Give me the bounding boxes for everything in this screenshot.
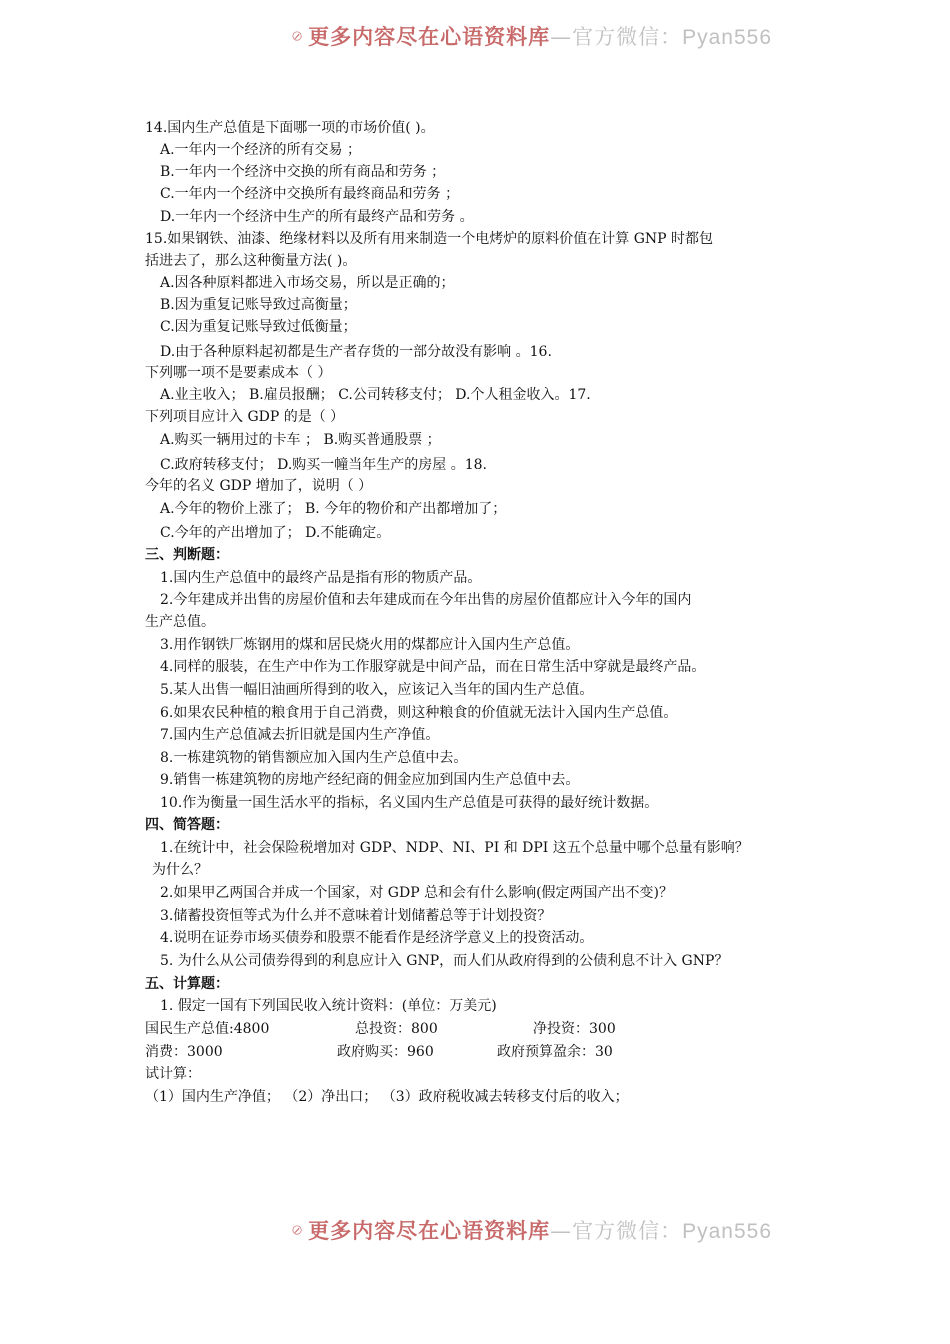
watermark-text: 更多内容尽在心语资料库—官方微信：Pyan556	[308, 25, 772, 49]
question-15: 15.如果钢铁、油漆、绝缘材料以及所有用来制造一个电烤炉的原料价值在计算 GNP 时都包	[145, 231, 714, 247]
data-government-purchase: 政府购买：960	[337, 1044, 434, 1060]
watermark-text: 更多内容尽在心语资料库—官方微信：Pyan556	[308, 1219, 772, 1243]
calculation-item: 1. 假定一国有下列国民收入统计资料：(单位：万美元)	[160, 998, 497, 1014]
option-line: A.因各种原料都进入市场交易，所以是正确的；	[160, 275, 455, 291]
compute-items: （1）国内生产净值； （2）净出口； （3）政府税收减去转移支付后的收入；	[145, 1089, 629, 1105]
section-heading-judgement: 三、判断题：	[145, 547, 229, 563]
option-line: A.今年的物价上涨了； B. 今年的物价和产出都增加了；	[160, 501, 507, 517]
option-line: C.今年的产出增加了； D.不能确定。	[160, 525, 391, 541]
watermark-footer	[292, 1208, 772, 1252]
judgement-item: 1.国内生产总值中的最终产品是指有形的物质产品。	[160, 570, 482, 586]
judgement-item: 8.一栋建筑物的销售额应加入国内生产总值中去。	[160, 750, 468, 766]
judgement-item: 7.国内生产总值减去折旧就是国内生产净值。	[160, 727, 440, 743]
option-line: C.政府转移支付； D.购买一幢当年生产的房屋 。18.	[160, 457, 488, 473]
judgement-item: 10.作为衡量一国生活水平的指标，名义国内生产总值是可获得的最好统计数据。	[160, 795, 659, 811]
compute-label: 试计算：	[145, 1066, 201, 1082]
judgement-item: 4.同样的服装，在生产中作为工作服穿就是中间产品，而在日常生活中穿就是最终产品。	[160, 659, 706, 675]
option-line: A.购买一辆用过的卡车 ； B.购买普通股票 ；	[160, 432, 441, 448]
judgement-item: 9.销售一栋建筑物的房地产经纪商的佣金应加到国内生产总值中去。	[160, 772, 580, 788]
short-answer-item: 4.说明在证券市场买债券和股票不能看作是经济学意义上的投资活动。	[160, 930, 594, 946]
question-16: 下列哪一项不是要素成本（ ）	[145, 365, 332, 381]
question-18: 今年的名义 GDP 增加了，说明（ ）	[145, 478, 373, 494]
data-consumption: 消费：3000	[145, 1044, 223, 1060]
section-heading-calculation: 五、计算题：	[145, 976, 229, 992]
question-15-cont: 括进去了，那么这种衡量方法( )。	[145, 253, 357, 269]
option-line: B.一年内一个经济中交换的所有商品和劳务 ；	[160, 164, 446, 180]
data-net-investment: 净投资：300	[533, 1021, 616, 1037]
question-17: 下列项目应计入 GDP 的是（ ）	[145, 409, 345, 425]
brush-logo-icon	[292, 1212, 302, 1248]
judgement-item: 6.如果农民种植的粮食用于自己消费，则这种粮食的价值就无法计入国内生产总值。	[160, 705, 678, 721]
watermark-header	[292, 14, 772, 58]
judgement-item: 2.今年建成并出售的房屋价值和去年建成而在今年出售的房屋价值都应计入今年的国内	[160, 592, 692, 608]
short-answer-item: 5. 为什么从公司债券得到的利息应计入 GNP，而人们从政府得到的公债利息不计入 GNP？	[160, 953, 729, 969]
judgement-item: 3.用作钢铁厂炼钢用的煤和居民烧火用的煤都应计入国内生产总值。	[160, 637, 580, 653]
short-answer-item: 1.在统计中，社会保险税增加对 GDP、NDP、NI、PI 和 DPI 这五个总量中哪个总量有影响？	[160, 840, 749, 856]
data-gnp: 国民生产总值:4800	[145, 1021, 270, 1037]
section-heading-short-answer: 四、简答题：	[145, 817, 229, 833]
option-line: D.一年内一个经济中生产的所有最终产品和劳务 。	[160, 209, 474, 225]
short-answer-item: 3.储蓄投资恒等式为什么并不意味着计划储蓄总等于计划投资？	[160, 908, 552, 924]
question-14: 14.国内生产总值是下面哪一项的市场价值( )。	[145, 120, 435, 136]
option-line: C.一年内一个经济中交换所有最终商品和劳务 ；	[160, 186, 460, 202]
option-line: C.因为重复记账导致过低衡量；	[160, 319, 357, 335]
brush-logo-icon	[292, 18, 302, 54]
data-gross-investment: 总投资：800	[355, 1021, 438, 1037]
option-line: D.由于各种原料起初都是生产者存货的一部分故没有影响 。16.	[160, 344, 552, 360]
option-line: A.一年内一个经济的所有交易 ；	[160, 142, 362, 158]
judgement-item-cont: 生产总值。	[145, 614, 215, 630]
data-budget-surplus: 政府预算盈余：30	[497, 1044, 613, 1060]
short-answer-item: 2.如果甲乙两国合并成一个国家，对 GDP 总和会有什么影响(假定两国产出不变)？	[160, 885, 674, 901]
option-line: B.因为重复记账导致过高衡量；	[160, 297, 357, 313]
option-line: A.业主收入； B.雇员报酬； C.公司转移支付； D.个人租金收入。17.	[160, 387, 591, 403]
short-answer-item-cont: 为什么？	[152, 862, 208, 878]
judgement-item: 5.某人出售一幅旧油画所得到的收入，应该记入当年的国内生产总值。	[160, 682, 594, 698]
